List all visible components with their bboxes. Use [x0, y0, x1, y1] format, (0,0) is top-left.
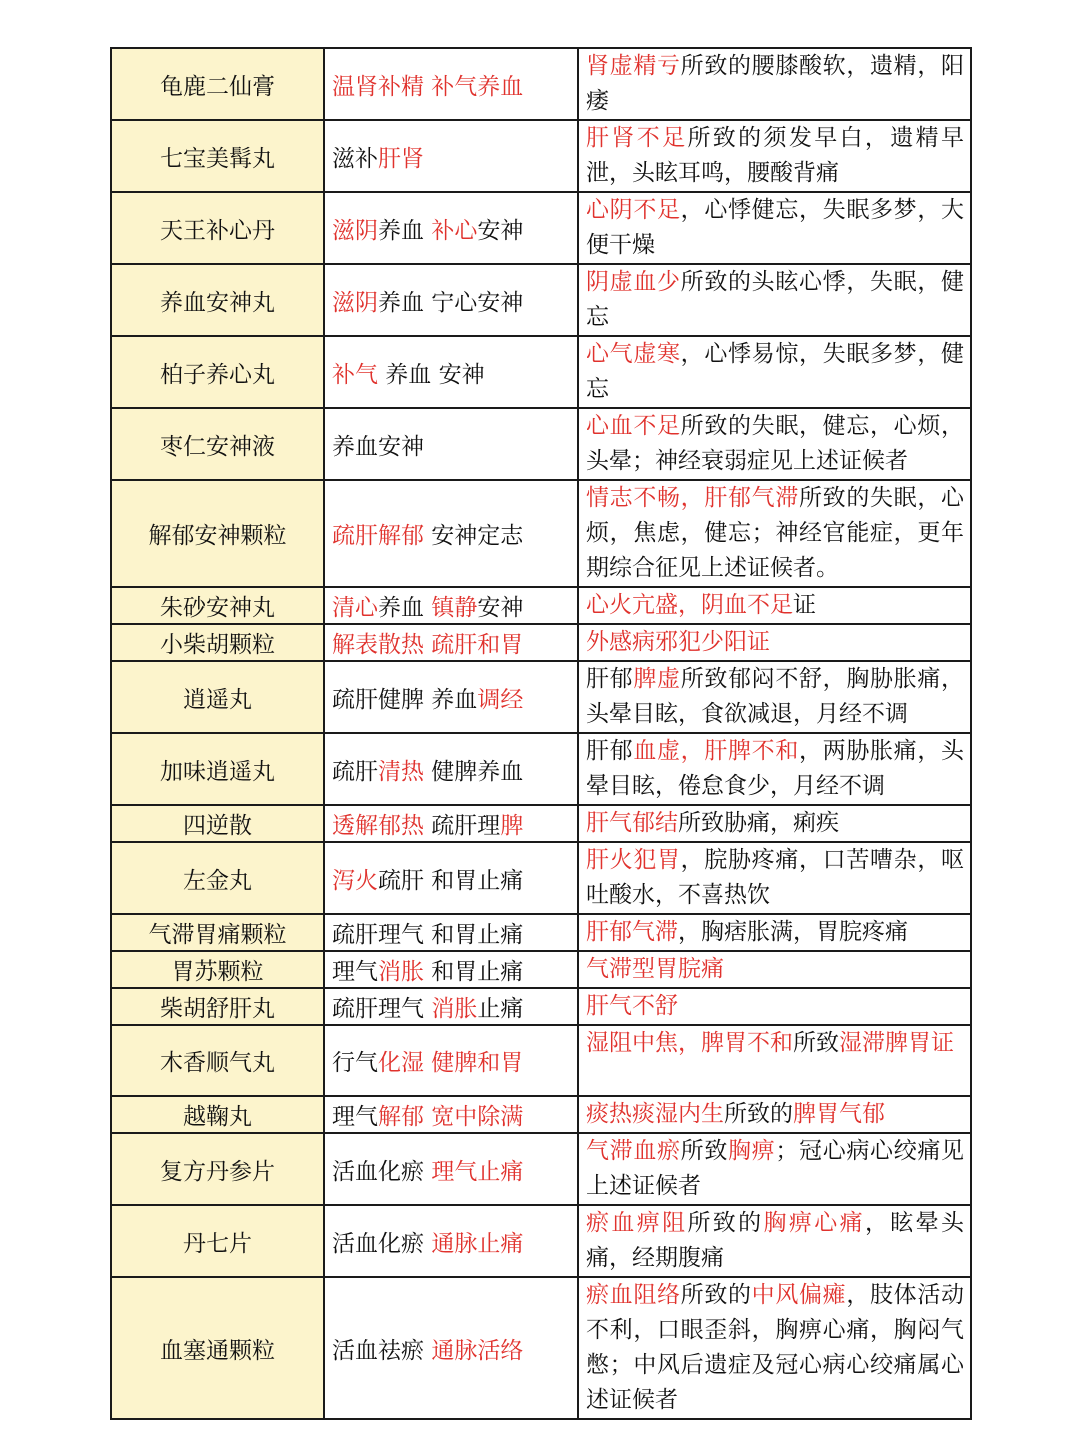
- medicine-effect: [324, 587, 578, 624]
- table-row: [111, 1205, 971, 1277]
- table-row: [111, 120, 971, 192]
- indication-highlight: 心血不足: [586, 413, 681, 439]
- medicine-indication: [578, 914, 971, 951]
- table-row: [111, 1025, 971, 1096]
- medicine-name: 血塞通颗粒: [111, 1277, 324, 1419]
- effect-highlight: 通脉活络: [431, 1337, 524, 1364]
- medicine-indication: [578, 733, 971, 805]
- effect-highlight: 调经: [477, 686, 524, 713]
- indication-text: 所致郁闷不舒，胸胁胀痛，头晕目眩，食欲减退，月经不调: [586, 666, 965, 727]
- medicine-name: 木香顺气丸: [111, 1025, 324, 1096]
- table-row: [111, 661, 971, 733]
- effect-text: 止痛: [477, 996, 524, 1022]
- effect-text: 疏肝理气: [332, 996, 432, 1022]
- indication-highlight: 胸痹: [728, 1138, 776, 1164]
- effect-highlight: 补气: [332, 361, 378, 388]
- indication-highlight: 阴虚血少: [586, 269, 681, 295]
- medicine-name: 小柴胡颗粒: [111, 624, 324, 661]
- indication-text: 所致胁痛，痢疾: [678, 810, 839, 836]
- indication-highlight: 血虚，肝脾不和: [633, 738, 800, 764]
- effect-highlight: 化湿 健脾和胃: [378, 1050, 524, 1076]
- effect-text: 疏肝: [332, 758, 378, 785]
- medicine-effect: [324, 951, 578, 988]
- medicine-effect: [324, 661, 578, 733]
- indication-highlight: 外感病邪犯少阳证: [586, 629, 770, 655]
- effect-highlight: 消胀: [431, 996, 478, 1022]
- indication-text: 肝郁: [586, 666, 634, 692]
- effect-text: 健脾养血: [424, 758, 524, 785]
- effect-highlight: 解郁 宽中除满: [378, 1104, 524, 1130]
- medicine-name: 龟鹿二仙膏: [111, 48, 324, 120]
- table-row: [111, 733, 971, 805]
- medicine-indication: [578, 624, 971, 661]
- effect-highlight: 清热: [378, 758, 424, 785]
- table-row: [111, 1133, 971, 1205]
- indication-highlight: 中风偏瘫: [751, 1282, 847, 1308]
- table-row: [111, 988, 971, 1025]
- medicine-name: 逍遥丸: [111, 661, 324, 733]
- effect-text: 活血化瘀: [332, 1158, 432, 1185]
- indication-text: 所致: [793, 1030, 839, 1056]
- medicine-indication: [578, 1277, 971, 1419]
- indication-text: 所致的头眩心悸，失眠，健忘: [586, 269, 965, 330]
- indication-highlight: 湿滞脾胃证: [839, 1030, 954, 1056]
- indication-text: 所致的: [680, 1282, 752, 1308]
- indication-text: ，肢体活动不利，口眼歪斜，胸痹心痛，胸闷气憋；中风后遗症及冠心病心绞痛属心述证候者: [586, 1282, 965, 1413]
- medicine-effect: [324, 1096, 578, 1133]
- table-row: [111, 805, 971, 842]
- effect-text: 养血: [378, 595, 432, 621]
- effect-text: 理气: [332, 1104, 378, 1130]
- effect-text: 安神: [477, 595, 524, 621]
- indication-highlight: 湿阻中焦，脾胃不和: [586, 1030, 793, 1056]
- indication-text: 所致的须发早白，遗精早泄，头眩耳鸣，腰酸背痛: [586, 125, 965, 186]
- medicine-name: 越鞠丸: [111, 1096, 324, 1133]
- medicine-effect: [324, 988, 578, 1025]
- medicine-effect: [324, 48, 578, 120]
- medicine-effect: [324, 192, 578, 264]
- indication-text: ，脘胁疼痛，口苦嘈杂，呕吐酸水，不喜热饮: [586, 847, 965, 908]
- indication-highlight: 心气虚寒: [586, 341, 681, 367]
- table-row: [111, 1096, 971, 1133]
- medicine-indication: [578, 120, 971, 192]
- indication-text: ，心悸健忘，失眠多梦，大便干燥: [586, 197, 965, 258]
- indication-text: ，心悸易惊，失眠多梦，健忘: [586, 341, 965, 402]
- indication-highlight: 气滞血瘀: [586, 1138, 681, 1164]
- medicine-effect: [324, 1133, 578, 1205]
- indication-text: ；冠心病心绞痛见上述证候者: [586, 1138, 965, 1199]
- indication-text: 所致的: [687, 1210, 764, 1236]
- effect-highlight: 通脉止痛: [431, 1230, 524, 1257]
- medicine-name: 左金丸: [111, 842, 324, 914]
- table-row: [111, 480, 971, 587]
- indication-text: 所致的: [724, 1101, 793, 1127]
- medicine-name: 胃苏颗粒: [111, 951, 324, 988]
- effect-highlight: 镇静: [431, 595, 478, 621]
- effect-text: 理气: [332, 959, 378, 985]
- medicine-effect: [324, 1205, 578, 1277]
- medicine-indication: [578, 1133, 971, 1205]
- indication-highlight: 肝火犯胃: [586, 847, 681, 873]
- indication-highlight: 脾虚: [633, 666, 681, 692]
- indication-text: 肝郁: [586, 738, 634, 764]
- medicine-indication: [578, 661, 971, 733]
- effect-text: 安神: [477, 217, 524, 244]
- effect-highlight: 补心: [431, 217, 478, 244]
- indication-highlight: 肝气郁结: [586, 810, 678, 836]
- effect-highlight: 滋阴: [332, 289, 378, 316]
- medicine-effect: [324, 408, 578, 480]
- effect-highlight: 清心: [332, 595, 378, 621]
- medicine-name: 养血安神丸: [111, 264, 324, 336]
- table-row: [111, 1277, 971, 1419]
- indication-text: 所致的失眠，心烦，焦虑，健忘；神经官能症，更年期综合征见上述证候者。: [586, 485, 965, 581]
- indication-highlight: 心阴不足: [586, 197, 681, 223]
- indication-highlight: 心火亢盛，阴血不足: [586, 592, 793, 618]
- effect-text: 活血化瘀: [332, 1230, 432, 1257]
- medicine-table: [110, 47, 972, 1420]
- medicine-name: 枣仁安神液: [111, 408, 324, 480]
- table-row: [111, 48, 971, 120]
- effect-text: 疏肝理: [424, 813, 501, 839]
- indication-highlight: 痰热痰湿内生: [586, 1101, 724, 1127]
- effect-text: 养血 安神: [378, 361, 485, 388]
- medicine-name: 柏子养心丸: [111, 336, 324, 408]
- indication-highlight: 气滞型胃脘痛: [586, 956, 724, 982]
- indication-highlight: 肝气不舒: [586, 993, 678, 1019]
- indication-highlight: 瘀血阻络: [586, 1282, 681, 1308]
- indication-text: ，眩晕头痛，经期腹痛: [586, 1210, 965, 1271]
- effect-highlight: 疏肝解郁: [332, 523, 424, 549]
- medicine-effect: [324, 1277, 578, 1419]
- effect-text: 安神定志: [424, 523, 524, 549]
- indication-highlight: 瘀血痹阻: [586, 1210, 688, 1236]
- effect-text: 养血安神: [332, 433, 424, 460]
- effect-highlight: 温肾补精 补气养血: [332, 73, 524, 100]
- medicine-name: 七宝美髯丸: [111, 120, 324, 192]
- table-row: [111, 587, 971, 624]
- indication-highlight: 胸痹心痛: [763, 1210, 865, 1236]
- medicine-indication: [578, 48, 971, 120]
- medicine-name: 气滞胃痛颗粒: [111, 914, 324, 951]
- medicine-effect: [324, 842, 578, 914]
- effect-text: 养血: [378, 217, 432, 244]
- effect-highlight: 消胀: [378, 959, 424, 985]
- medicine-effect: [324, 733, 578, 805]
- table-row: [111, 264, 971, 336]
- medicine-name: 解郁安神颗粒: [111, 480, 324, 587]
- table-row: [111, 624, 971, 661]
- medicine-effect: [324, 1025, 578, 1096]
- effect-highlight: 解表散热 疏肝和胃: [332, 632, 524, 658]
- effect-highlight: 滋阴: [332, 217, 378, 244]
- effect-text: 疏肝理气 和胃止痛: [332, 922, 524, 948]
- medicine-indication: [578, 336, 971, 408]
- table-row: [111, 192, 971, 264]
- effect-highlight: 透解郁热: [332, 813, 424, 839]
- medicine-name: 柴胡舒肝丸: [111, 988, 324, 1025]
- table-row: [111, 842, 971, 914]
- effect-text: 活血祛瘀: [332, 1337, 432, 1364]
- indication-text: ，胸痞胀满，胃脘疼痛: [678, 919, 908, 945]
- indication-highlight: 肝肾不足: [586, 125, 688, 151]
- table-row: [111, 951, 971, 988]
- medicine-table-body: [111, 48, 971, 1419]
- effect-text: 疏肝健脾 养血: [332, 686, 478, 713]
- indication-text: 证: [793, 592, 816, 618]
- medicine-indication: [578, 408, 971, 480]
- medicine-indication: [578, 192, 971, 264]
- medicine-effect: [324, 480, 578, 587]
- indication-highlight: 脾胃气郁: [793, 1101, 885, 1127]
- indication-highlight: 情志不畅，肝郁气滞: [586, 485, 799, 511]
- medicine-indication: [578, 480, 971, 587]
- medicine-indication: [578, 805, 971, 842]
- effect-highlight: 脾: [500, 813, 524, 839]
- medicine-name: 复方丹参片: [111, 1133, 324, 1205]
- medicine-effect: [324, 805, 578, 842]
- medicine-indication: [578, 264, 971, 336]
- table-row: [111, 914, 971, 951]
- medicine-indication: [578, 1205, 971, 1277]
- medicine-effect: [324, 624, 578, 661]
- medicine-name: 天王补心丹: [111, 192, 324, 264]
- effect-highlight: 泻火: [332, 867, 378, 894]
- medicine-indication: [578, 1025, 971, 1096]
- indication-text: 所致: [680, 1138, 729, 1164]
- medicine-name: 朱砂安神丸: [111, 587, 324, 624]
- medicine-indication: [578, 988, 971, 1025]
- medicine-indication: [578, 951, 971, 988]
- medicine-indication: [578, 1096, 971, 1133]
- effect-text: 疏肝 和胃止痛: [378, 867, 524, 894]
- indication-text: ，两胁胀痛，头晕目眩，倦怠食少，月经不调: [586, 738, 965, 799]
- effect-text: 和胃止痛: [424, 959, 524, 985]
- effect-highlight: 理气止痛: [431, 1158, 524, 1185]
- indication-text: 所致的腰膝酸软，遗精，阳痿: [586, 53, 965, 114]
- medicine-effect: [324, 336, 578, 408]
- medicine-indication: [578, 842, 971, 914]
- effect-text: 滋补: [332, 145, 378, 172]
- medicine-name: 四逆散: [111, 805, 324, 842]
- indication-highlight: 肝郁气滞: [586, 919, 678, 945]
- table-row: [111, 408, 971, 480]
- medicine-effect: [324, 914, 578, 951]
- medicine-name: 丹七片: [111, 1205, 324, 1277]
- indication-highlight: 肾虚精亏: [586, 53, 681, 79]
- effect-text: 养血 宁心安神: [378, 289, 524, 316]
- medicine-name: 加味逍遥丸: [111, 733, 324, 805]
- effect-text: 行气: [332, 1050, 378, 1076]
- effect-highlight: 肝肾: [378, 145, 424, 172]
- medicine-effect: [324, 120, 578, 192]
- medicine-effect: [324, 264, 578, 336]
- indication-text: 所致的失眠，健忘，心烦，头晕；神经衰弱症见上述证候者: [586, 413, 965, 474]
- table-row: [111, 336, 971, 408]
- medicine-indication: [578, 587, 971, 624]
